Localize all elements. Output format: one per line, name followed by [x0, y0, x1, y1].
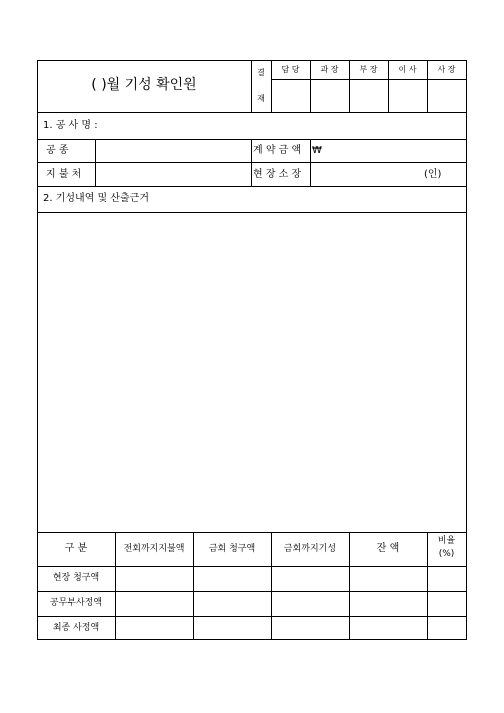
- approval-label-top: 결: [257, 68, 265, 77]
- summary-header-ratio-unit: (%): [438, 549, 455, 559]
- project-name-label: 1. 공 사 명 :: [43, 120, 98, 131]
- frame-right-line: [466, 60, 467, 640]
- summary-header-current-claim: 금회 청구액: [208, 544, 256, 554]
- row-line-3: [37, 162, 467, 163]
- summary-row-final-assessment: 최종 사정액: [52, 623, 100, 633]
- summary-header-ratio: 비율: [437, 536, 456, 546]
- approval-divider: [251, 60, 252, 112]
- summary-header-balance: 잔 액: [376, 543, 400, 554]
- approval-role-department-head: 부 장: [359, 65, 378, 74]
- info-label-divider: [95, 139, 96, 186]
- summary-row-line-3: [37, 616, 467, 617]
- summary-header-category: 구 분: [64, 543, 88, 554]
- frame-top-line: [37, 60, 467, 61]
- approval-role-president: 사 장: [437, 65, 456, 74]
- approval-label-bottom: 재: [257, 94, 265, 103]
- contract-amount-label: 계 약 금 액: [253, 145, 302, 156]
- summary-col-5: [427, 532, 428, 640]
- info-label2-divider: [310, 139, 311, 186]
- site-manager-label: 현 장 소 장: [253, 169, 302, 180]
- summary-row-line-2: [37, 591, 467, 592]
- payee-label: 지 불 처: [46, 169, 82, 180]
- summary-row-site-claim: 현장 청구액: [52, 573, 100, 583]
- frame-bottom-line: [37, 639, 467, 640]
- row-line-5: [37, 212, 467, 213]
- approval-role-director: 이 사: [398, 65, 417, 74]
- summary-row-line-1: [37, 566, 467, 567]
- approval-role-section-chief: 과 장: [320, 65, 339, 74]
- approval-header-line: [271, 79, 467, 80]
- row-line-1: [37, 112, 467, 113]
- document-title: ( )월 기성 확인원: [91, 77, 197, 93]
- summary-top-line: [37, 532, 467, 533]
- row-line-2: [37, 139, 467, 140]
- currency-symbol: ₩: [312, 145, 322, 156]
- seal-label: (인): [424, 169, 442, 180]
- row-line-4: [37, 186, 467, 187]
- summary-row-engineering-assessment: 공무부사정액: [49, 598, 103, 608]
- approval-role-manager: 담 당: [281, 65, 300, 74]
- summary-header-cumulative-progress: 금회까지기성: [283, 544, 337, 554]
- info-mid-divider: [251, 139, 252, 186]
- summary-header-previous-paid: 전회까지지불액: [123, 544, 185, 554]
- trade-label: 공 종: [46, 145, 69, 156]
- section2-label: 2. 기성내역 및 산출근거: [43, 193, 150, 204]
